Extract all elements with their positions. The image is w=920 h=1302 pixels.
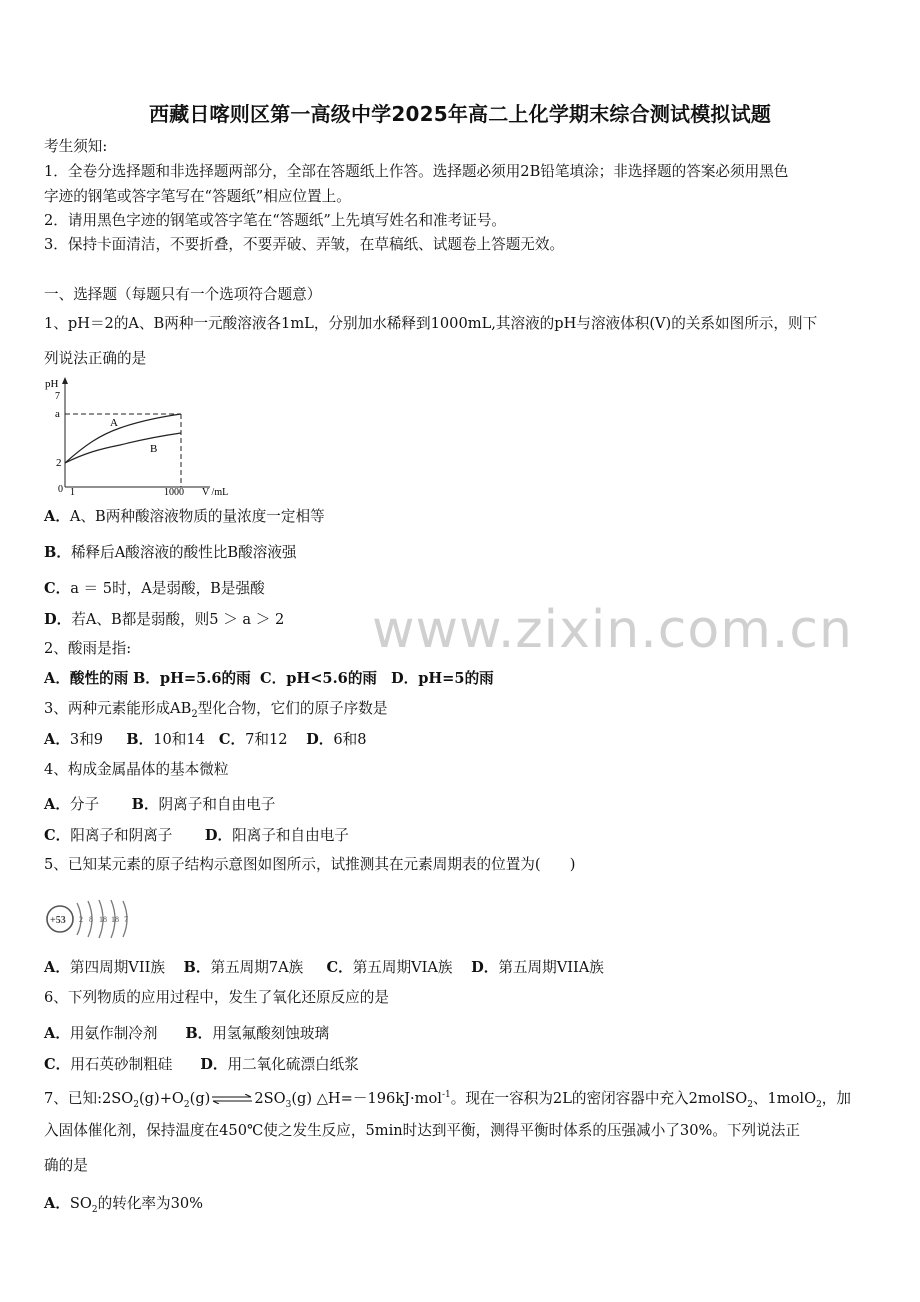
question-6-options-row2: C．用石英砂制粗硅 D．用二氧化硫漂白纸浆 [44, 1056, 359, 1073]
y-tick-7: 7 [55, 391, 60, 402]
y-tick-2: 2 [56, 457, 62, 469]
notice-heading: 考生须知: [44, 138, 108, 155]
shell-electrons: 18 [111, 915, 119, 924]
question-6-stem: 6、下列物质的应用过程中，发生了氧化还原反应的是 [44, 989, 389, 1006]
question-3-stem: 3、两种元素能形成$AB_2$型化合物，它们的原子序数是 [44, 700, 388, 720]
question-1-stem: 1、pH＝2的A、B两种一元酸溶液各1mL，分别加水稀释到1000mL,其溶液的pH与溶液体积(V)的关系如图所示，则下 [44, 315, 818, 332]
question-4-stem: 4、构成金属晶体的基本微粒 [44, 761, 229, 778]
section-heading: 一、选择题（每题只有一个选项符合题意） [44, 286, 322, 303]
exam-title: 西藏日喀则区第一高级中学2025年高二上化学期末综合测试模拟试题 [148, 102, 772, 126]
question-2-stem: 2、酸雨是指: [44, 640, 132, 657]
shell-electrons: 7 [124, 915, 128, 924]
notice-item: 2．请用黑色字迹的钢笔或答字笔在“答题纸”上先填写姓名和准考证号。 [44, 212, 507, 229]
reversible-arrow-icon [211, 1094, 253, 1104]
watermark: www.zixin.com.cn [372, 600, 853, 660]
notice-item: 字迹的钢笔或答字笔写在“答题纸”相应位置上。 [44, 188, 351, 205]
question-4-options-row1: A．分子 B．阴离子和自由电子 [44, 796, 276, 813]
question-1-option-c: C．a ＝ 5时，A是弱酸，B是强酸 [44, 580, 265, 597]
question-3-options: A．3和9 B．10和14 C．7和12 D．6和8 [44, 731, 367, 748]
nucleus-charge: +53 [50, 915, 66, 926]
notice-item: 1．全卷分选择题和非选择题两部分，全部在答题纸上作答。选择题必须用2B铅笔填涂；非选择题的答案必须用黑色 [44, 163, 789, 180]
y-tick-a: a [55, 408, 60, 420]
question-7-stem-cont: 入固体催化剂，保持温度在450℃使之发生反应，5min时达到平衡，测得平衡时体系的压强减小了30%。下列说法正 [44, 1122, 800, 1139]
question-1-option-b: B．稀释后A酸溶液的酸性比B酸溶液强 [44, 544, 297, 561]
shell-electrons: 8 [89, 915, 93, 924]
origin-label: 0 [58, 484, 63, 495]
question-1-stem-cont: 列说法正确的是 [44, 350, 147, 367]
question-5-options: A．第四周期VII族 B．第五周期7A族 C．第五周期VIA族 D．第五周期VIIA族 [44, 959, 604, 976]
x-tick-1000: 1000 [164, 487, 184, 498]
notice-item: 3．保持卡面清洁，不要折叠，不要弄破、弄皱，在草稿纸、试题卷上答题无效。 [44, 236, 565, 253]
y-axis-label: pH [45, 378, 59, 390]
curve-a-label: A [110, 417, 118, 429]
question-7-option-a: A．$SO_2$的转化率为30% [44, 1195, 204, 1215]
question-1-option-a: A．A、B两种酸溶液物质的量浓度一定相等 [44, 508, 325, 525]
question-1-option-d: D．若A、B都是弱酸，则5 ＞ a ＞ 2 [44, 611, 285, 628]
shell-electrons: 18 [99, 915, 107, 924]
y-axis-arrow [62, 377, 68, 384]
question-7-stem-cont: 确的是 [44, 1157, 88, 1174]
atomic-structure-diagram [44, 896, 140, 944]
question-6-options-row1: A．用氨作制冷剂 B．用氢氟酸刻蚀玻璃 [44, 1025, 330, 1042]
question-2-options: A．酸性的雨 B．pH=5.6的雨 C．pH<5.6的雨 D．pH=5的雨 [44, 670, 494, 687]
x-tick-1: 1 [70, 487, 75, 498]
ph-volume-graph [40, 373, 250, 501]
question-7-equation: 7、已知$:2SO_2(g)+O_2(g)$ $2SO_3(g)$ △H=－196kJ·mol$^{-1}$。现在一容积为2L的密闭容器中充入2molSO$_2$、1molO$_2$，加 [44, 1089, 851, 1110]
curve-b-label: B [150, 443, 158, 455]
question-4-options-row2: C．阳离子和阴离子 D．阳离子和自由电子 [44, 827, 349, 844]
x-axis-label: V /mL [202, 487, 229, 498]
shell-electrons: 2 [79, 915, 83, 924]
question-5-stem: 5、已知某元素的原子结构示意图如图所示，试推测其在元素周期表的位置为( ) [44, 856, 576, 873]
